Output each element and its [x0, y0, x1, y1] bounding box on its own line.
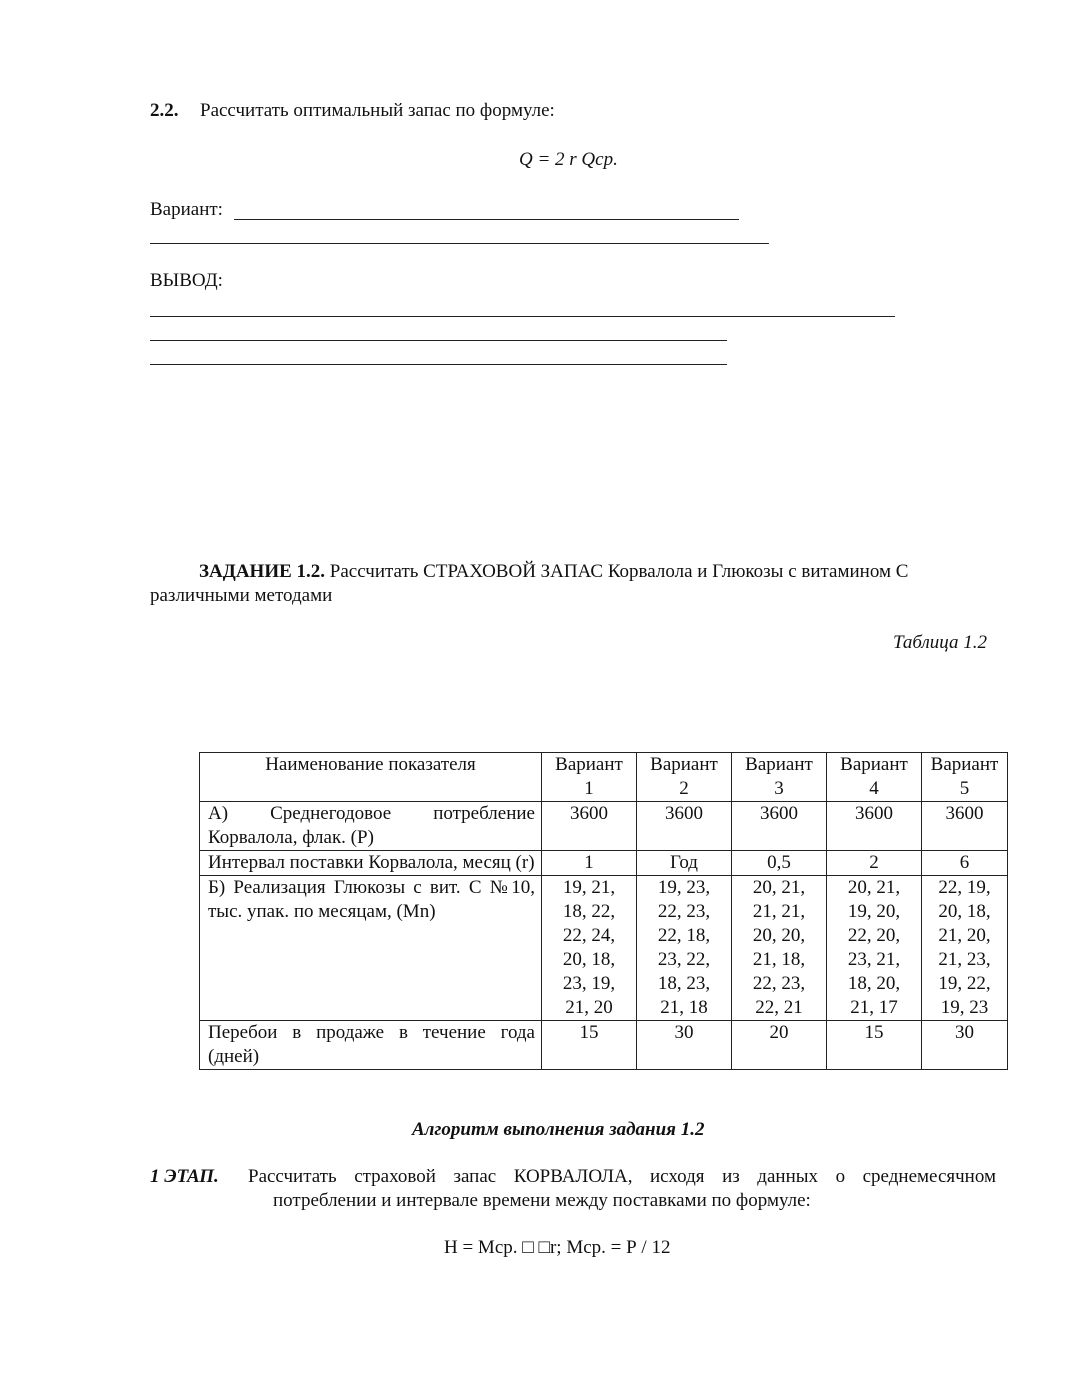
table-cell: 3600 — [732, 802, 827, 851]
header-cell-variant-1: Вариант 1 — [542, 753, 637, 802]
variant-answer-line — [234, 219, 739, 220]
table-cell: 30 — [637, 1021, 732, 1070]
table-header-row — [200, 753, 1008, 802]
header-cell-label: Наименование показателя — [200, 753, 542, 802]
task-title: ЗАДАНИЕ 1.2. — [199, 561, 326, 582]
table-cell: 20 — [732, 1021, 827, 1070]
table-cell: 3600 — [827, 802, 922, 851]
data-table — [199, 752, 1008, 1070]
table-cell: Год — [637, 851, 732, 876]
header-cell-variant-4: Вариант 4 — [827, 753, 922, 802]
header-cell-variant-3: Вариант 3 — [732, 753, 827, 802]
row-label: Интервал поставки Корвалола, месяц (r) — [200, 851, 542, 876]
table-cell: 1 — [542, 851, 637, 876]
table-cell: 3600 — [637, 802, 732, 851]
task-heading — [199, 561, 908, 583]
variant-answer-line-2 — [150, 243, 769, 244]
conclusion-line-1 — [150, 316, 895, 317]
header-cell-variant-2: Вариант 2 — [637, 753, 732, 802]
task-text-line-2: различными методами — [150, 585, 333, 606]
table-cell: 19, 23, 22, 23, 22, 18, 23, 22, 18, 23, 21, 18 — [637, 876, 732, 1021]
table-cell: 15 — [827, 1021, 922, 1070]
table-caption: Таблица 1.2 — [893, 632, 987, 653]
table-cell: 2 — [827, 851, 922, 876]
row-label: А) Среднегодовое потребление Корвалола, флак. (Р) — [200, 802, 542, 851]
table-row — [200, 851, 1008, 876]
stage-text-line-1: Рассчитать страховой запас КОРВАЛОЛА, исходя из данных о среднемесячном — [248, 1166, 996, 1187]
table-cell: 20, 21, 21, 21, 20, 20, 21, 18, 22, 23, 22, 21 — [732, 876, 827, 1021]
task-text-line-1: Рассчитать СТРАХОВОЙ ЗАПАС Корвалола и Глюкозы с витамином С — [329, 561, 909, 582]
table-cell: 22, 19, 20, 18, 21, 20, 21, 23, 19, 22, 19, 23 — [922, 876, 1008, 1021]
section-number: 2.2. — [150, 100, 179, 121]
table-row — [200, 1021, 1008, 1070]
section-2-2-text: Рассчитать оптимальный запас по формуле: — [200, 100, 555, 121]
row-label: Б) Реализация Глюкозы с вит. С №10, тыс. упак. по месяцам, (Мn) — [200, 876, 542, 1021]
header-cell-variant-5: Вариант 5 — [922, 753, 1008, 802]
optimal-stock-formula: Q = 2 r Qср. — [519, 149, 618, 170]
table-row — [200, 802, 1008, 851]
table-cell: 19, 21, 18, 22, 22, 24, 20, 18, 23, 19, 21, 20 — [542, 876, 637, 1021]
table-cell: 15 — [542, 1021, 637, 1070]
table-cell: 20, 21, 19, 20, 22, 20, 23, 21, 18, 20, 21, 17 — [827, 876, 922, 1021]
table-cell: 3600 — [922, 802, 1008, 851]
row-label: Перебои в продаже в течение года (дней) — [200, 1021, 542, 1070]
table-cell: 6 — [922, 851, 1008, 876]
table-cell: 0,5 — [732, 851, 827, 876]
section-2-2-heading — [150, 100, 555, 122]
variant-label: Вариант: — [150, 199, 223, 220]
safety-stock-formula: H = Мср. □ □r; Мср. = Р / 12 — [444, 1237, 671, 1258]
table-cell: 30 — [922, 1021, 1008, 1070]
table-cell: 3600 — [542, 802, 637, 851]
conclusion-line-3 — [150, 364, 727, 365]
conclusion-line-2 — [150, 340, 727, 341]
stage-label: 1 ЭТАП. — [150, 1166, 219, 1187]
table-row — [200, 876, 1008, 1021]
conclusion-label: ВЫВОД: — [150, 270, 223, 291]
stage-text-line-2: потреблении и интервале времени между поставками по формуле: — [273, 1190, 811, 1211]
algorithm-title: Алгоритм выполнения задания 1.2 — [412, 1119, 705, 1140]
